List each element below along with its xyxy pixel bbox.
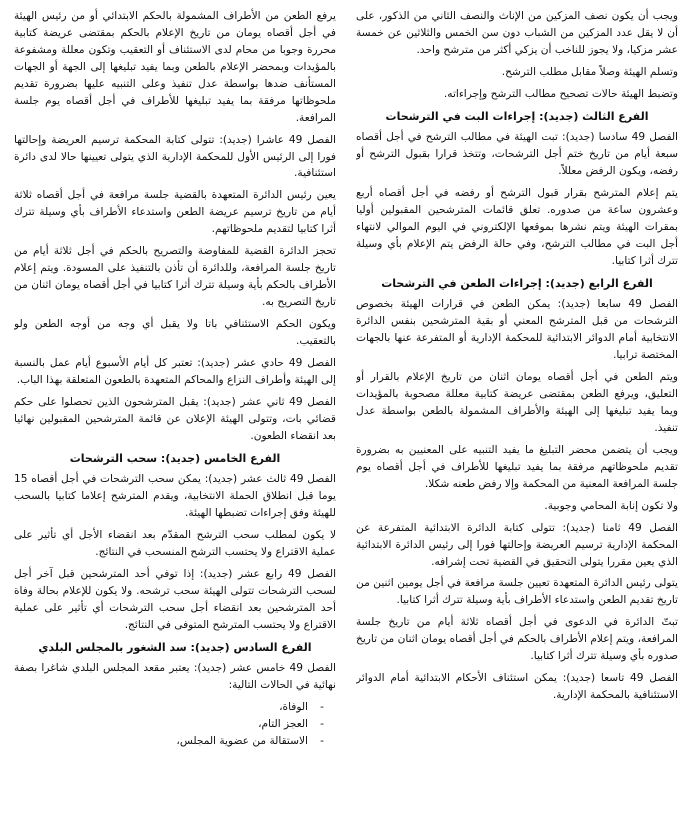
paragraph: ويكون الحكم الاستئنافي باتا ولا يقبل أي وجه من أوجه الطعن ولو بالتعقيب. [14, 317, 336, 347]
left-column [14, 8, 336, 836]
paragraph: يرفع الطعن من الأطراف المشمولة بالحكم الابتدائي أو من رئيس الهيئة في أجل أقصاه يومان من تاريخ الإعلام بالحكم بمقتضى عريضة كتابية محررة وجوبا من محام لدى الاستئناف أو التعقيب وتكون معللة ومشفوعة بالمؤيدات وبمحضر الإعلام بالطعن وبما يفيد تبليغها إلى الجهة أو الجهات المستأنف ضدها بواسطة عدل تنفيذ وعلى التنبيه عليها بضرورة تقديم ملحوظاتها مرفقة بما يفيد تبليغها للأطراف في أجل أقصاه يوم جلسة المرافعة. [14, 10, 336, 124]
paragraph: الفصل 49 ثاني عشر (جديد): يقبل المترشحون الذين تحصلوا على حكم قضائي بات، وتتولى الهيئة الإعلان عن قائمة المترشحين المقبولين نهائيا بعد انقضاء الطعون. [14, 395, 336, 442]
section-heading: الفرع الرابع (جديد): إجراءات الطعن في الترشحات [381, 276, 653, 290]
paragraph: الفصل 49 ثالث عشر (جديد): يمكن سحب الترشحات في أجل أقصاه 15 يوما قبل انطلاق الحملة الانتخابية، ويقدم المترشح إعلاما كتابيا بالسحب للهيئة وفق إجراءات تضبطها الهيئة. [14, 473, 336, 519]
paragraph: لا يكون لمطلب سحب الترشح المقدّم بعد انقضاء الأجل أي تأثير على عملية الاقتراع ولا يحتسب الترشح المنسحب في النتائج. [14, 528, 336, 558]
paragraph: الفصل 49 تاسعا (جديد): يمكن استئناف الأحكام الابتدائية أمام الدوائر الاستئنافية بالمحكمة الإدارية. [356, 672, 678, 702]
paragraph: وتسلم الهيئة وصلاً مقابل مطلب الترشح. [501, 65, 678, 78]
paragraph: الفصل 49 سادسا (جديد): تبت الهيئة في مطالب الترشح في أجل أقصاه سبعة أيام من تاريخ ختم أجل الترشحات، وتتخذ قرارا بقبول الترشح أو رفضه، ويكون الرفض معللاً. [356, 131, 678, 178]
paragraph: وتضبط الهيئة حالات تصحيح مطالب الترشح وإجراءاته. [443, 87, 678, 100]
paragraph: الفصل 49 سابعا (جديد): يمكن الطعن في قرارات الهيئة بخصوص الترشحات من قبل المترشح المعني أو بقية المترشحين بنفس الدائرة الانتخابية أمام الدوائر الابتدائية للمحكمة الإدارية أو المتفرعة عنها بالجهات المختصة ترابيا. [356, 298, 678, 362]
paragraph: الفصل 49 ثامنا (جديد): تتولى كتابة الدائرة الابتدائية المتفرعة عن المحكمة الإدارية ترسيم العريضة وإحالتها فورا إلى رئيس الدائرة الابتدائية الذي يعين مقررا يتولى التحقيق في القضية تحت إشرافه. [356, 521, 678, 568]
paragraph: الفصل 49 خامس عشر (جديد): يعتبر مقعد المجلس البلدي شاغرا بصفة نهائية في الحالات التالية: [14, 662, 336, 692]
list-item: - العجز التام، [14, 716, 308, 733]
paragraph: ولا تكون إنابة المحامي وجوبية. [544, 499, 678, 512]
right-column [356, 8, 678, 836]
section-heading: الفرع الخامس (جديد): سحب الترشحات [69, 451, 281, 465]
paragraph: يتم إعلام المترشح بقرار قبول الترشح أو رفضه في أجل أقصاه أربع وعشرون ساعة من صدوره. تعلق قائمات المترشحين المقبولين أوليا بمقرات الهيئة ويتم نشرها بموقعها الإلكتروني في اليوم الموالي لانتهاء أجل البت في مطالب الترشح، وفي حالة الرفض يتم الإعلام بأي وسيلة تترك أثرا كتابيا. [356, 187, 678, 267]
paragraph: ويجب أن يكون نصف المزكين من الإناث والنصف الثاني من الذكور، على أن لا يقل عدد المزكين من الشباب دون سن الخمس والثلاثين عن خمسة عشر مزكيا، ولا يجوز للناخب أن يزكي أكثر من مترشح واحد. [356, 10, 678, 56]
paragraph: الفصل 49 حادي عشر (جديد): تعتبر كل أيام الأسبوع أيام عمل بالنسبة إلى الهيئة وأطراف النزاع والمحاكم المتعهدة بالطعون المتعلقة بهذا الباب. [14, 356, 336, 386]
paragraph: ويجب أن يتضمن محضر التبليغ ما يفيد التنبيه على المعنيين به بضرورة تقديم ملحوظاتهم مرفقة بما يفيد تبليغها للأطراف في أجل أقصاه يوم جلسة المرافعة المعنية من المحكمة وإلا رفض طعنه شكلا. [356, 443, 678, 490]
paragraph: تبتّ الدائرة في الدعوى في أجل أقصاه ثلاثة أيام من تاريخ جلسة المرافعة، ويتم إعلام الأطراف بالحكم في أجل أقصاه يومان اثنان من تاريخ صدوره بأي وسيلة تترك أثرا كتابيا. [356, 616, 678, 663]
paragraph: يتولى رئيس الدائرة المتعهدة تعيين جلسة مرافعة في أجل يومين اثنين من تاريخ تقديم الطعن واستدعاء الأطراف بأية وسيلة تترك أثرا كتابيا. [356, 577, 678, 607]
vacancy-cases-list [14, 699, 336, 750]
section-heading: الفرع السادس (جديد): سد الشغور بالمجلس البلدي [38, 640, 312, 654]
list-item: - الاستقالة من عضوية المجلس، [14, 733, 308, 750]
paragraph: تحجز الدائرة القضية للمفاوضة والتصريح بالحكم في أجل ثلاثة أيام من تاريخ جلسة المرافعة، وللدائرة أن تأذن بالتنفيذ على المسودة. ويتم إعلام الأطراف بالحكم بأية وسيلة تترك أثرا كتابيا في أجل أقصاه يومان اثنان من تاريخ التصريح به. [14, 245, 336, 308]
paragraph: الفصل 49 رابع عشر (جديد): إذا توفي أحد المترشحين قبل آخر أجل لسحب الترشحات تتولى الهيئة سحب ترشحه. ولا يكون للإعلام بحالة وفاة أحد المترشحين بعد انقضاء أجل سحب الترشحات أي تأثير على عملية الاقتراع ولا يحتسب المترشح المتوفى في النتائج. [14, 567, 336, 631]
paragraph: ويتم الطعن في أجل أقصاه يومان اثنان من تاريخ الإعلام بالقرار أو التعليق، ويرفع الطعن بمقتضى عريضة كتابية معللة مصحوبة بالمؤيدات ويما يفيد تبليغها إلى الهيئة والأطراف المشمولة بالطعن بواسطة عدل تنفيذ. [356, 371, 678, 434]
paragraph: يعين رئيس الدائرة المتعهدة بالقضية جلسة مرافعة في أجل أقصاه ثلاثة أيام من تاريخ ترسيم عريضة الطعن واستدعاء الأطراف بأي وسيلة تترك أثرا كتابيا لتقديم ملحوظاتهم. [14, 189, 336, 236]
paragraph: الفصل 49 عاشرا (جديد): تتولى كتابة المحكمة ترسيم العريضة وإحالتها فورا إلى الرئيس الأول للمحكمة الإدارية الذي يتولى تعيينها حالا لدى دائرة استئنافية. [14, 133, 336, 180]
section-heading: الفرع الثالث (جديد): إجراءات البت في الترشحات [385, 109, 649, 123]
list-item: - الوفاة، [14, 699, 308, 716]
